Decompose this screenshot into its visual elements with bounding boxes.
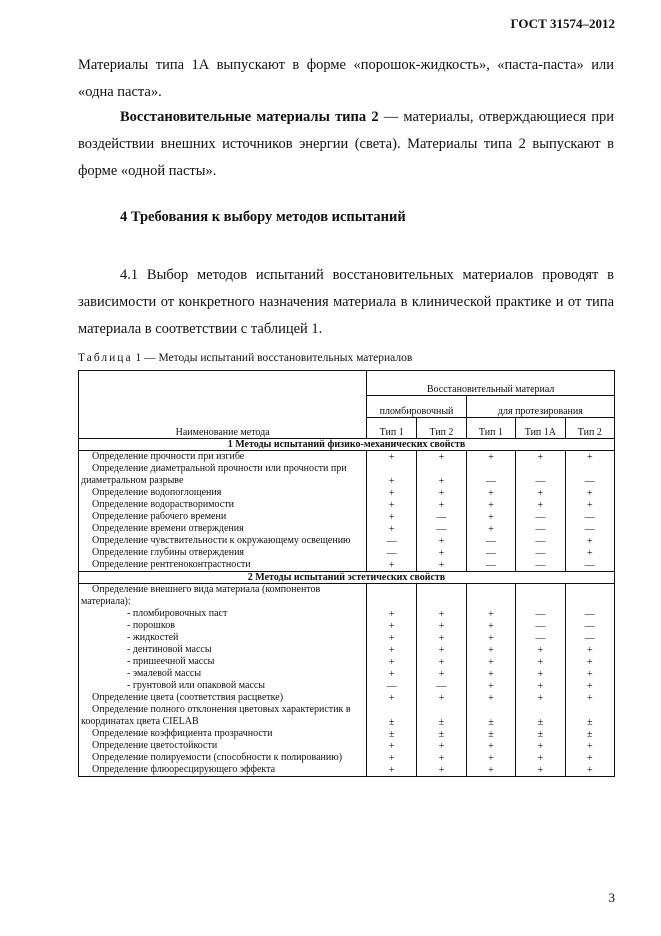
applicability-mark: +	[466, 487, 515, 499]
applicability-mark	[417, 584, 467, 609]
column-header-type: Тип 1А	[516, 418, 565, 439]
method-name: - пломбировочных паст	[127, 608, 228, 619]
methods-table	[78, 370, 615, 777]
applicability-mark: +	[565, 499, 614, 511]
table-section-title: 1 Методы испытаний физико-механических свойств	[79, 439, 615, 451]
applicability-mark: —	[367, 680, 417, 692]
applicability-mark: ±	[565, 728, 614, 740]
table-section-row	[79, 572, 615, 584]
applicability-mark: +	[367, 632, 417, 644]
applicability-mark: +	[565, 547, 614, 559]
page-number: 3	[608, 890, 615, 905]
applicability-mark: —	[565, 559, 614, 572]
method-name: Определение чувствительности к окружающему освещению	[92, 535, 351, 546]
table-row	[79, 559, 615, 572]
applicability-mark: +	[466, 668, 515, 680]
applicability-mark: +	[417, 487, 467, 499]
method-name: - дентиновой массы	[127, 644, 212, 655]
applicability-mark: +	[367, 740, 417, 752]
applicability-mark: —	[516, 547, 565, 559]
applicability-mark: +	[417, 463, 467, 487]
paragraph-4-1: 4.1 Выбор методов испытаний восстановительных материалов проводят в зависимости от конкретного назначения материала в клинической практике и от типа материала в соответствии с таблицей 1.	[78, 267, 614, 337]
table-row	[79, 547, 615, 559]
applicability-mark: ±	[516, 704, 565, 728]
applicability-mark: +	[565, 680, 614, 692]
applicability-mark: +	[466, 451, 515, 464]
applicability-mark: +	[466, 692, 515, 704]
applicability-mark: +	[466, 644, 515, 656]
document-code: ГОСТ 31574–2012	[510, 16, 615, 31]
column-header-type: Тип 1	[367, 418, 417, 439]
applicability-mark: +	[417, 632, 467, 644]
applicability-mark: ±	[367, 704, 417, 728]
applicability-mark: +	[367, 487, 417, 499]
applicability-mark	[565, 584, 614, 609]
applicability-mark: +	[565, 740, 614, 752]
applicability-mark: +	[417, 535, 467, 547]
table-row	[79, 704, 615, 728]
applicability-mark: —	[466, 559, 515, 572]
method-name: Определение рентгеноконтрастности	[92, 559, 251, 570]
method-name: Определение цветостойкости	[92, 740, 218, 751]
table-row	[79, 608, 615, 620]
applicability-mark: ±	[516, 728, 565, 740]
applicability-mark: +	[565, 656, 614, 668]
column-header-material: Восстановительный материал	[367, 371, 615, 396]
column-header-type: Тип 2	[417, 418, 467, 439]
method-name: Определение полного отклонения цветовых характеристик в координатах цвета CIELAB	[81, 704, 351, 727]
method-name: Определение глубины отверждения	[92, 547, 245, 558]
group-header-prosthetic: для протезирования	[466, 396, 614, 418]
applicability-mark: +	[466, 620, 515, 632]
applicability-mark: ±	[466, 704, 515, 728]
applicability-mark: +	[466, 523, 515, 535]
method-name: Определение прочности при изгибе	[92, 451, 245, 462]
applicability-mark: +	[516, 451, 565, 464]
applicability-mark: —	[516, 620, 565, 632]
applicability-mark: —	[367, 547, 417, 559]
method-name: Определение времени отверждения	[92, 523, 244, 534]
table-section-title: 2 Методы испытаний эстетических свойств	[79, 572, 615, 584]
table-caption-label: Таблица	[78, 352, 133, 364]
table-row	[79, 632, 615, 644]
applicability-mark: +	[466, 740, 515, 752]
applicability-mark: —	[466, 463, 515, 487]
applicability-mark: +	[516, 668, 565, 680]
applicability-mark: +	[466, 764, 515, 777]
applicability-mark: +	[367, 668, 417, 680]
applicability-mark	[466, 584, 515, 609]
applicability-mark: +	[466, 680, 515, 692]
applicability-mark: +	[565, 668, 614, 680]
method-name: Определение рабочего времени	[92, 511, 227, 522]
table-row	[79, 668, 615, 680]
term-type-2-materials: Восстановительные материалы типа 2	[120, 109, 379, 125]
method-name: - эмалевой массы	[127, 668, 202, 679]
applicability-mark: +	[565, 764, 614, 777]
applicability-mark: —	[565, 523, 614, 535]
applicability-mark: +	[367, 752, 417, 764]
applicability-mark: —	[565, 608, 614, 620]
applicability-mark: —	[417, 523, 467, 535]
definition-type-2-materials: — материалы, отверждающиеся при воздействии внешних источников энергии (света). Материалы типа 2 выпускают в форме «одной пасты».	[78, 109, 614, 179]
section-heading: 4 Требования к выбору методов испытаний	[120, 209, 406, 225]
applicability-mark: +	[417, 752, 467, 764]
applicability-mark: —	[516, 535, 565, 547]
column-header-type: Тип 1	[466, 418, 515, 439]
applicability-mark: —	[516, 523, 565, 535]
applicability-mark: +	[565, 451, 614, 464]
method-name: Определение водопоглощения	[92, 487, 222, 498]
applicability-mark: ±	[417, 704, 467, 728]
table-row	[79, 752, 615, 764]
applicability-mark: +	[565, 752, 614, 764]
applicability-mark: +	[417, 499, 467, 511]
applicability-mark: +	[367, 559, 417, 572]
applicability-mark: —	[417, 680, 467, 692]
method-name: - пришеечной массы	[127, 656, 215, 667]
applicability-mark: —	[466, 535, 515, 547]
table-row	[79, 451, 615, 464]
method-name: Определение диаметральной прочности или прочности при диаметральном разрыве	[81, 463, 347, 486]
table-row	[79, 584, 615, 609]
applicability-mark: —	[516, 511, 565, 523]
applicability-mark: +	[466, 752, 515, 764]
method-name: Определение полируемости (способности к полированию)	[92, 752, 343, 763]
applicability-mark: +	[367, 499, 417, 511]
table-caption	[78, 352, 412, 364]
method-name: - порошков	[127, 620, 175, 631]
applicability-mark: +	[516, 740, 565, 752]
applicability-mark: +	[516, 764, 565, 777]
applicability-mark: —	[516, 632, 565, 644]
applicability-mark: +	[516, 487, 565, 499]
applicability-mark: +	[466, 656, 515, 668]
method-name: Определение внешнего вида материала (компонентов материала):	[81, 584, 321, 607]
applicability-mark: —	[565, 511, 614, 523]
applicability-mark: +	[417, 644, 467, 656]
applicability-mark: +	[565, 644, 614, 656]
method-name: Определение водорастворимости	[92, 499, 234, 510]
applicability-mark: +	[565, 535, 614, 547]
applicability-mark: +	[367, 656, 417, 668]
table-row	[79, 740, 615, 752]
applicability-mark: ±	[367, 728, 417, 740]
method-name: Определение флюоресцирующего эффекта	[92, 764, 276, 775]
table-row	[79, 487, 615, 499]
applicability-mark: —	[367, 535, 417, 547]
applicability-mark: +	[417, 656, 467, 668]
applicability-mark: +	[565, 692, 614, 704]
applicability-mark: +	[466, 499, 515, 511]
applicability-mark: +	[367, 644, 417, 656]
applicability-mark: —	[516, 463, 565, 487]
table-row	[79, 523, 615, 535]
group-header-filling: пломбировочный	[367, 396, 466, 418]
table-row	[79, 728, 615, 740]
table-row	[79, 764, 615, 777]
applicability-mark: +	[367, 451, 417, 464]
applicability-mark: +	[367, 692, 417, 704]
applicability-mark: +	[516, 692, 565, 704]
applicability-mark: +	[417, 620, 467, 632]
applicability-mark: —	[516, 608, 565, 620]
table-row	[79, 511, 615, 523]
applicability-mark: +	[417, 668, 467, 680]
method-name: - жидкостей	[127, 632, 179, 643]
table-row	[79, 644, 615, 656]
applicability-mark: +	[417, 559, 467, 572]
applicability-mark: +	[417, 692, 467, 704]
applicability-mark: ±	[417, 728, 467, 740]
column-header-method: Наименование метода	[79, 371, 367, 439]
applicability-mark: +	[466, 608, 515, 620]
applicability-mark: +	[417, 451, 467, 464]
applicability-mark: —	[417, 511, 467, 523]
table-row	[79, 692, 615, 704]
applicability-mark: +	[516, 656, 565, 668]
applicability-mark: +	[367, 608, 417, 620]
applicability-mark: —	[466, 547, 515, 559]
applicability-mark: +	[565, 487, 614, 499]
paragraph-type-2-materials	[78, 104, 614, 185]
applicability-mark: —	[516, 559, 565, 572]
method-name: - грунтовой или опаковой массы	[127, 680, 266, 691]
applicability-mark: +	[367, 523, 417, 535]
table-row	[79, 620, 615, 632]
applicability-mark: ±	[466, 728, 515, 740]
applicability-mark: +	[367, 764, 417, 777]
applicability-mark: +	[417, 740, 467, 752]
method-name: Определение коэффициента прозрачности	[92, 728, 273, 739]
applicability-mark: —	[565, 463, 614, 487]
applicability-mark: +	[367, 511, 417, 523]
applicability-mark: +	[516, 499, 565, 511]
column-header-type: Тип 2	[565, 418, 614, 439]
applicability-mark: ±	[565, 704, 614, 728]
applicability-mark: +	[417, 608, 467, 620]
table-row	[79, 535, 615, 547]
applicability-mark: +	[367, 463, 417, 487]
applicability-mark	[367, 584, 417, 609]
applicability-mark: —	[565, 620, 614, 632]
applicability-mark	[516, 584, 565, 609]
table-caption-text: 1 — Методы испытаний восстановительных материалов	[132, 352, 413, 364]
applicability-mark: +	[417, 547, 467, 559]
applicability-mark: +	[417, 764, 467, 777]
applicability-mark: +	[516, 644, 565, 656]
applicability-mark: +	[516, 752, 565, 764]
applicability-mark: +	[516, 680, 565, 692]
applicability-mark: —	[565, 632, 614, 644]
table-row	[79, 680, 615, 692]
table-section-row	[79, 439, 615, 451]
applicability-mark: +	[367, 620, 417, 632]
paragraph-type-1a-forms: Материалы типа 1А выпускают в форме «порошок-жидкость», «паста-паста» или «одна паста».	[78, 57, 614, 100]
table-row	[79, 499, 615, 511]
method-name: Определение цвета (соответствия расцветке)	[92, 692, 284, 703]
applicability-mark: +	[466, 511, 515, 523]
applicability-mark: +	[466, 632, 515, 644]
table-row	[79, 463, 615, 487]
table-row	[79, 656, 615, 668]
